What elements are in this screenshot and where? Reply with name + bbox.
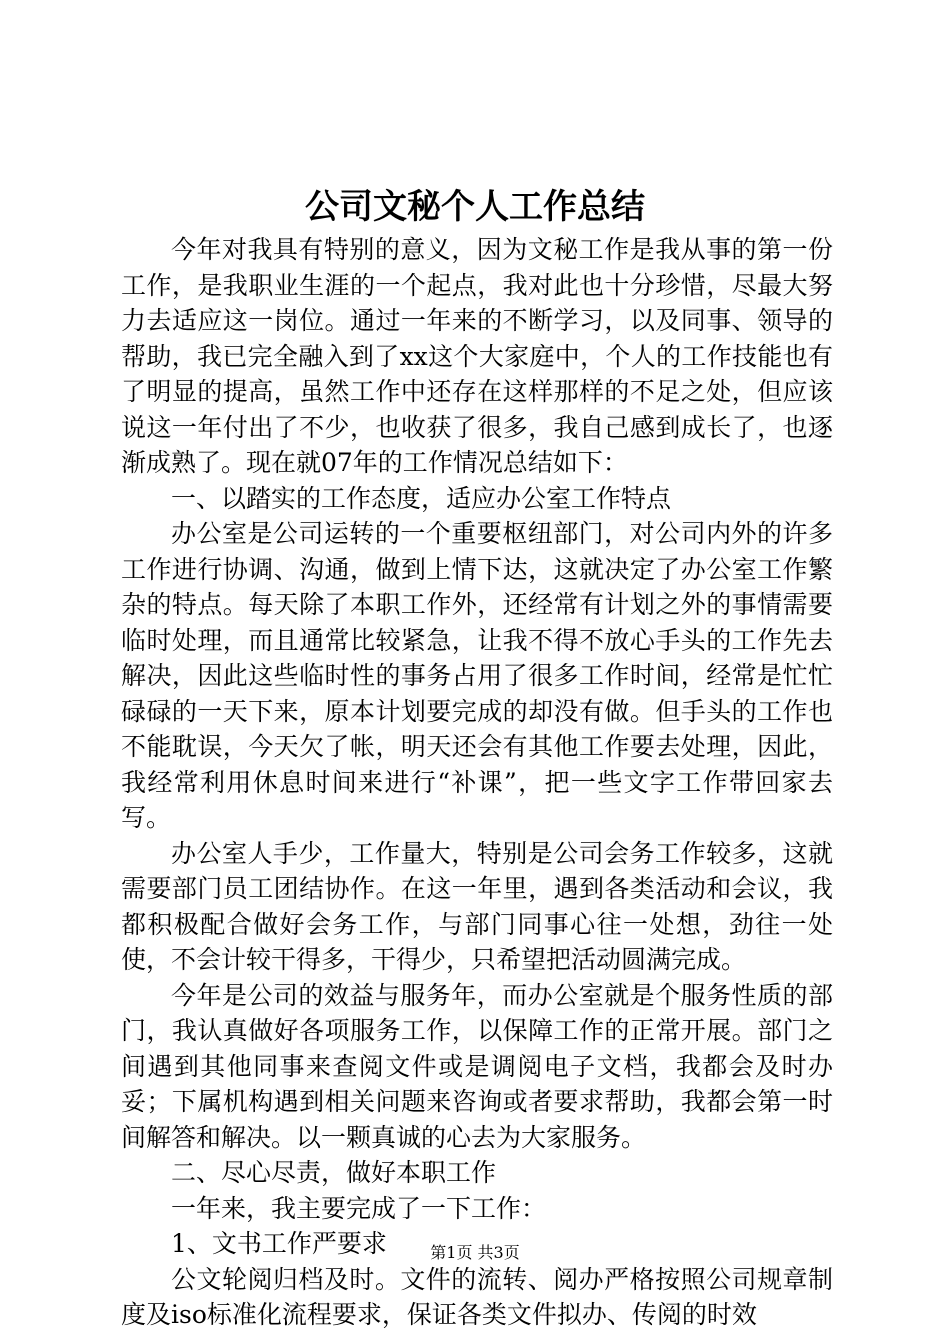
section-heading-2: 二、尽心尽责，做好本职工作 xyxy=(171,1158,497,1187)
paragraph-work-list-intro: 一年来，我主要完成了一下工作： xyxy=(171,1193,547,1223)
page-number-footer: 第1页 共3页 xyxy=(430,1243,520,1262)
subheading-document-work: 1、文书工作严要求 xyxy=(171,1229,387,1258)
paragraph-intro: 今年对我具有特别的意义，因为文秘工作是我从事的第一份工作，是我职业生涯的一个起点，我对此也十分珍惜，尽最大努力去适应这一岗位。通过一年来的不断学习，以及同事、领导的帮助，我已完全融入到了xx这个大家庭中，个人的工作技能也有了明显的提高，虽然工作中还存在这样那样的不足之处，但应该说这一年付出了不少，也收获了很多，我自己感到成长了，也逐渐成熟了。现在就07年的工作情况总结如下： xyxy=(121,235,833,477)
paragraph-teamwork: 办公室人手少，工作量大，特别是公司会务工作较多，这就需要部门员工团结协作。在这一年里，遇到各类活动和会议，我都积极配合做好会务工作，与部门同事心往一处想，劲往一处使，不会计较干得多，干得少，只希望把活动圆满完成。 xyxy=(121,838,833,974)
paragraph-service: 今年是公司的效益与服务年，而办公室就是个服务性质的部门，我认真做好各项服务工作，以保障工作的正常开展。部门之间遇到其他同事来查阅文件或是调阅电子文档，我都会及时办妥；下属机构遇到相关问题来咨询或者要求帮助，我都会第一时间解答和解决。以一颗真诚的心去为大家服务。 xyxy=(121,980,833,1152)
document-title: 公司文秘个人工作总结 xyxy=(305,187,645,227)
document-body xyxy=(121,232,833,1333)
paragraph-office-role: 办公室是公司运转的一个重要枢纽部门，对公司内外的许多工作进行协调、沟通，做到上情下达，这就决定了办公室工作繁杂的特点。每天除了本职工作外，还经常有计划之外的事情需要临时处理，而且通常比较紧急，让我不得不放心手头的工作先去解决，因此这些临时性的事务占用了很多工作时间，经常是忙忙碌碌的一天下来，原本计划要完成的却没有做。但手头的工作也不能耽误，今天欠了帐，明天还会有其他工作要去处理，因此，我经常利用休息时间来进行“补课”，把一些文字工作带回家去写。 xyxy=(121,519,833,832)
section-heading-1: 一、以踏实的工作态度，适应办公室工作特点 xyxy=(171,483,672,513)
paragraph-document-circulation: 公文轮阅归档及时。文件的流转、阅办严格按照公司规章制度及iso标准化流程要求，保证各类文件拟办、传阅的时效 xyxy=(121,1264,833,1329)
